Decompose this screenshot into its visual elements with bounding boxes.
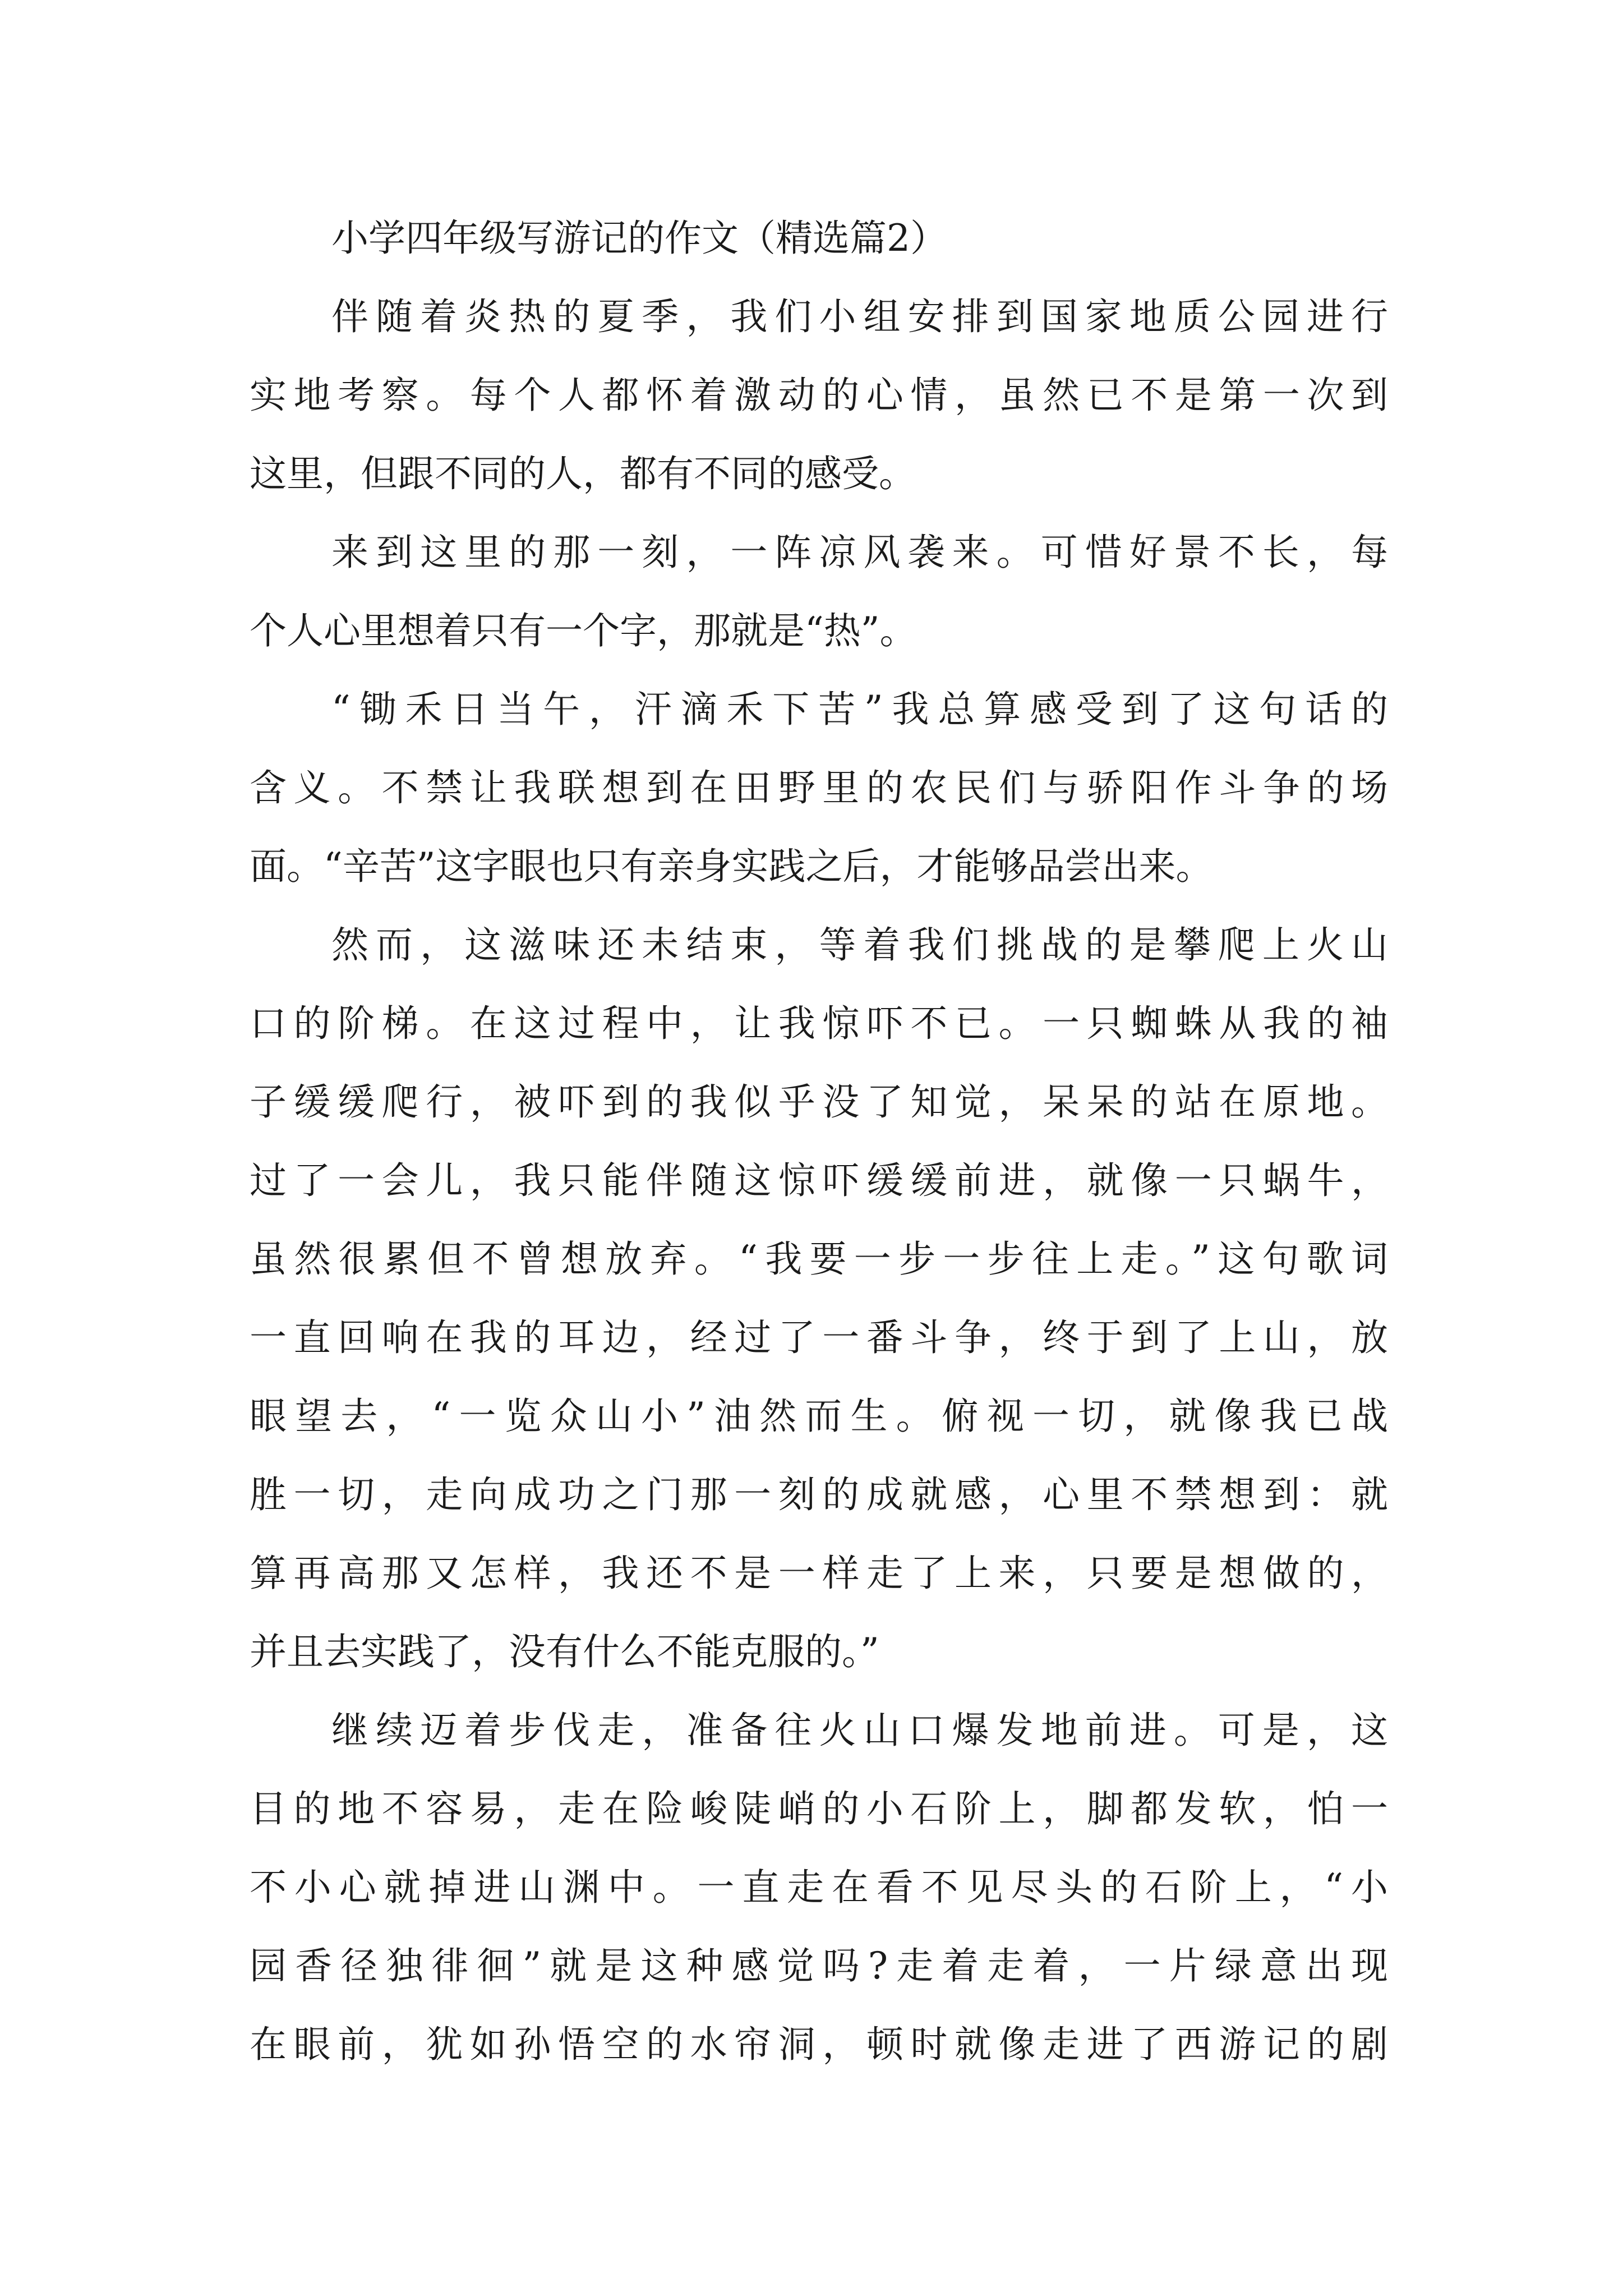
text-line: 一直回响在我的耳边，经过了一番斗争，终于到了上山，放 <box>250 1316 1388 1359</box>
text-line: 眼望去，“一览众山小”油然而生。俯视一切，就像我已战 <box>250 1395 1388 1438</box>
paragraph-4 <box>250 906 1388 1691</box>
text-line: 算再高那又怎样，我还不是一样走了上来，只要是想做的， <box>250 1552 1388 1595</box>
text-line: 然而，这滋味还未结束，等着我们挑战的是攀爬上火山 <box>331 923 1388 967</box>
text-line: 过了一会儿，我只能伴随这惊吓缓缓前进，就像一只蜗牛， <box>250 1159 1388 1202</box>
paragraph-2 <box>250 513 1388 670</box>
text-line: 并且去实践了，没有什么不能克服的。” <box>250 1630 879 1673</box>
text-line: 继续迈着步伐走，准备往火山口爆发地前进。可是，这 <box>331 1709 1388 1752</box>
paragraph-5 <box>250 1691 1388 2084</box>
text-line: 含义。不禁让我联想到在田野里的农民们与骄阳作斗争的场 <box>250 766 1388 809</box>
text-line: 个人心里想着只有一个字，那就是“热”。 <box>250 609 917 652</box>
text-line: 口的阶梯。在这过程中，让我惊吓不已。一只蜘蛛从我的袖 <box>250 1002 1388 1045</box>
text-line: “锄禾日当午，汗滴禾下苦”我总算感受到了这句话的 <box>331 688 1388 731</box>
text-line: 伴随着炎热的夏季，我们小组安排到国家地质公园进行 <box>331 295 1388 338</box>
text-line: 虽然很累但不曾想放弃。“我要一步一步往上走。”这句歌词 <box>250 1237 1388 1281</box>
essay-title: 小学四年级写游记的作文（精选篇2） <box>331 217 947 260</box>
essay-body <box>250 199 1388 2084</box>
text-line: 园香径独徘徊”就是这种感觉吗?走着走着，一片绿意出现 <box>250 1944 1388 1987</box>
text-line: 目的地不容易，走在险峻陡峭的小石阶上，脚都发软，怕一 <box>250 1787 1388 1830</box>
text-line: 来到这里的那一刻，一阵凉风袭来。可惜好景不长，每 <box>331 531 1388 574</box>
text-line: 子缓缓爬行，被吓到的我似乎没了知觉，呆呆的站在原地。 <box>250 1080 1388 1124</box>
text-line: 胜一切，走向成功之门那一刻的成就感，心里不禁想到：就 <box>250 1473 1388 1516</box>
text-line: 这里，但跟不同的人，都有不同的感受。 <box>250 452 916 495</box>
text-line: 在眼前，犹如孙悟空的水帘洞，顿时就像走进了西游记的剧 <box>250 2023 1388 2066</box>
paragraph-1 <box>250 278 1388 513</box>
text-line: 实地考察。每个人都怀着激动的心情，虽然已不是第一次到 <box>250 374 1388 417</box>
text-line: 不小心就掉进山渊中。一直走在看不见尽头的石阶上，“小 <box>250 1866 1388 1909</box>
paragraph-3 <box>250 670 1388 906</box>
text-line: 面。“辛苦”这字眼也只有亲身实践之后，才能够品尝出来。 <box>250 845 1213 888</box>
